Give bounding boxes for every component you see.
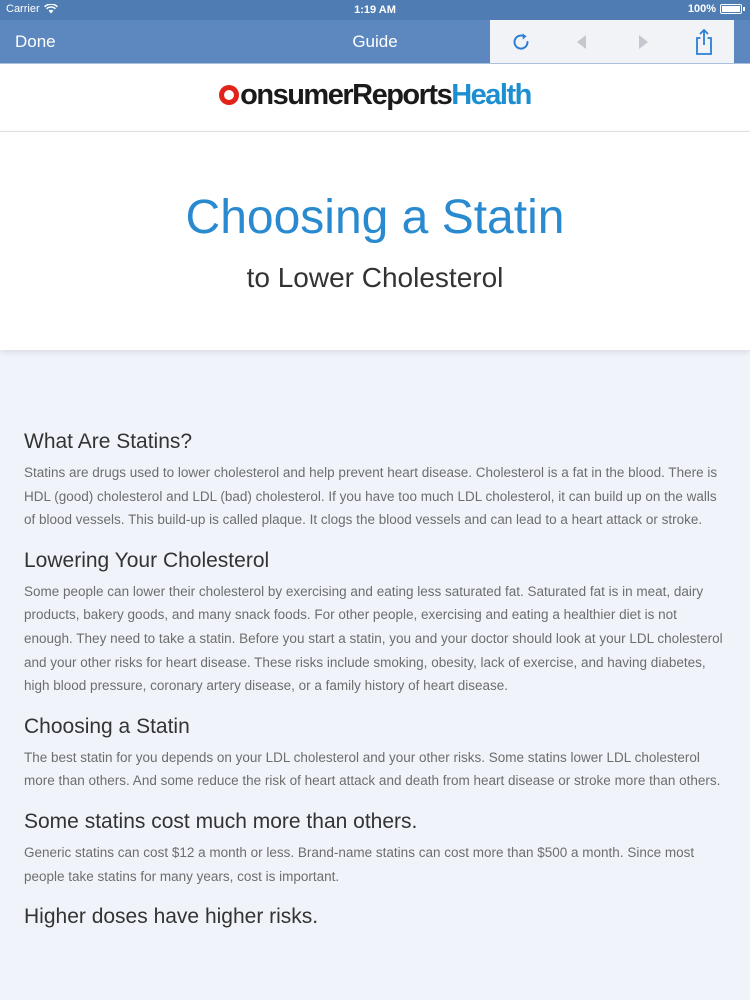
done-button[interactable]: Done: [15, 32, 56, 51]
section-statin-cost: [24, 808, 724, 888]
logo-c-mark: [219, 85, 239, 105]
section-heading: What Are Statins?: [24, 430, 193, 453]
browser-toolbar: [490, 20, 734, 63]
share-icon: [692, 28, 716, 56]
reload-button[interactable]: [501, 22, 541, 62]
section-heading: Higher doses have higher risks.: [24, 905, 319, 929]
section-heading: Some statins cost much more than others.: [24, 809, 418, 833]
section-body: The best statin for you depends on your LDL cholesterol and your other risks. Some statins lower LDL cholesterol more than others. And some reduce the risk of heart attack and death from heart disease or stroke more than others.: [24, 749, 721, 789]
page-subtitle: to Lower Cholesterol: [246, 262, 504, 293]
section-body: Generic statins can cost $12 a month or less. Brand-name statins can cost more than $500 a month. Since most people take statins for many years, cost is important.: [24, 844, 695, 884]
consumer-reports-health-logo: [219, 79, 531, 112]
back-button[interactable]: [562, 22, 602, 62]
battery-icon: [720, 4, 742, 14]
logo-header: [0, 64, 750, 132]
section-choosing-statin: [24, 713, 724, 793]
section-what-are-statins: [24, 428, 724, 532]
back-arrow-icon: [573, 33, 591, 51]
status-time: 1:19 AM: [354, 4, 396, 16]
nav-title: Guide: [352, 32, 398, 51]
article-content: [24, 428, 724, 946]
section-body: Statins are drugs used to lower cholesterol and help prevent heart disease. Cholesterol is a fat in the blood. There is HDL (good) cholesterol and LDL (bad) cholesterol. If you have too much LDL cholesterol, it can build up on the walls of blood vessels. This build-up is called plaque. It clogs the blood vessels and can lead to a heart attack or stroke.: [24, 465, 718, 528]
forward-arrow-icon: [634, 33, 652, 51]
section-heading: Choosing a Statin: [24, 714, 190, 738]
status-right: [688, 3, 742, 15]
carrier-label: Carrier: [6, 3, 40, 15]
battery-percent: 100%: [687, 3, 716, 15]
forward-button[interactable]: [623, 22, 663, 62]
share-button[interactable]: [684, 22, 724, 62]
logo-consumer-reports: onsumerReports: [240, 79, 452, 111]
page-title: Choosing a Statin: [185, 191, 565, 244]
section-lowering-cholesterol: [24, 547, 724, 698]
section-body: Some people can lower their cholesterol by exercising and eating less saturated fat. Saturated fat is in meat, dairy products, bakery goods, and many snack foods. For other people, exercising and eating a healthier diet is not enough. They need to take a statin. Before you start a statin, you and your doctor should look at your LDL cholesterol and your other risks for heart disease. These risks include smoking, obesity, lack of exercise, and having diabetes, high blood pressure, coronary artery disease, or a family history of heart disease.: [24, 583, 723, 694]
reload-icon: [510, 31, 532, 53]
section-higher-doses: [24, 903, 724, 931]
section-heading: Lowering Your Cholesterol: [24, 548, 270, 572]
logo-health: Health: [451, 79, 531, 111]
navigation-bar: [0, 20, 750, 64]
status-bar: [0, 0, 750, 20]
hero-banner: [0, 132, 750, 350]
